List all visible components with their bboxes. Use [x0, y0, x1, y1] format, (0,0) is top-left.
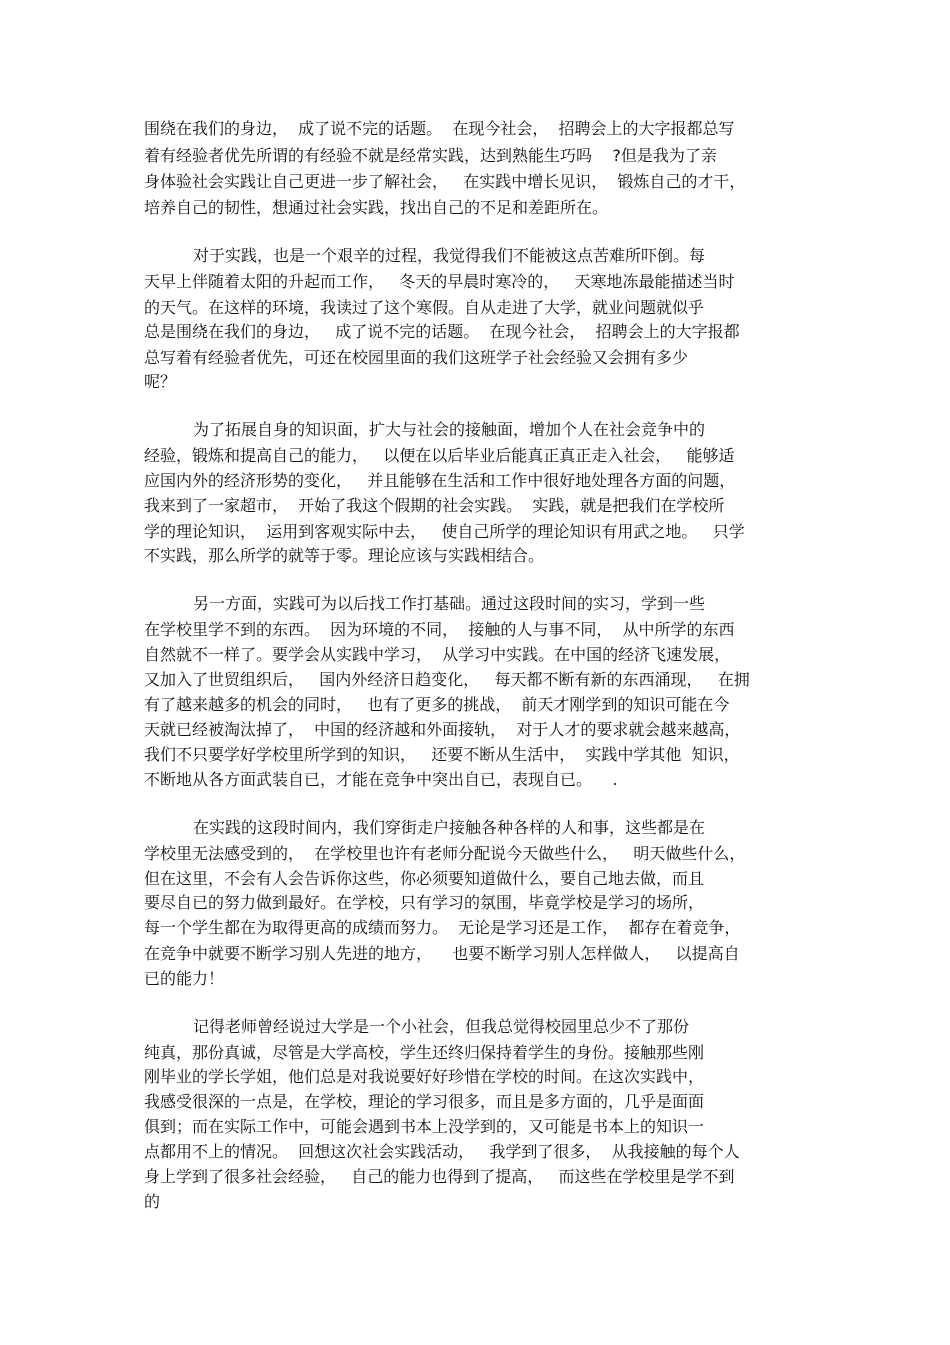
text-line: 总写着有经验者优先，可还在校园里面的我们这班学子社会经验又会拥有多少 [144, 348, 689, 367]
paragraph-first-line: 对于实践，也是一个艰辛的过程，我觉得我们不能被这点苦难所吓倒。每 [193, 246, 706, 265]
text-line: 要尽自已的努力做到最好。在学校，只有学习的氛围，毕竟学校是学习的场所， [144, 893, 705, 912]
text-line: 我感受很深的一点是，在学校，理论的学习很多，而且是多方面的，几乎是面面 [144, 1092, 705, 1111]
text-line: 天就已经被淘汰掉了， 中国的经济越和外面接轨， 对于人才的要求就会越来越高， [144, 720, 741, 739]
paragraph-first-line: 另一方面，实践可为以后找工作打基础。通过这段时间的实习，学到一些 [193, 594, 706, 613]
text-line: 经验，锻炼和提高自己的能力， 以便在以后毕业后能真正真正走入社会， 能够适 [144, 446, 735, 465]
text-line: 培养自己的韧性，想通过社会实践，找出自己的不足和差距所在。 [144, 198, 609, 217]
text-line: 身体验社会实践让自己更进一步了解社会， 在实践中增长见识， 锻炼自己的才干， [144, 172, 746, 191]
text-line: 我们不只要学好学校里所学到的知识， 还要不断从生活中， 实践中学其他 知识， [144, 745, 740, 764]
text-line: 围绕在我们的身边， 成了说不完的话题。 在现今社会， 招聘会上的大字报都总写 [144, 119, 735, 138]
text-line: 每一个学生都在为取得更高的成绩而努力。 无论是学习还是工作， 都存在着竞争， [144, 918, 741, 937]
text-line: 不断地从各方面武装自已，才能在竞争中突出自已，表现自已。 . [144, 770, 618, 789]
paragraph-first-line: 在实践的这段时间内，我们穿街走户接触各种各样的人和事，这些都是在 [193, 818, 706, 837]
text-line: 纯真，那份真诚，尽管是大学高校，学生还终归保持着学生的身份。接触那些刚 [144, 1043, 705, 1062]
text-line: 点都用不上的情况。 回想这次社会实践活动， 我学到了很多， 从我接触的每个人 [144, 1142, 740, 1161]
text-line: 在竞争中就要不断学习别人先进的地方， 也要不断学习别人怎样做人， 以提高自 [144, 944, 740, 963]
text-line: 总是围绕在我们的身边， 成了说不完的话题。 在现今社会， 招聘会上的大字报都 [144, 322, 740, 341]
text-line: 又加入了世贸组织后， 国内外经济日趋变化， 每天都不断有新的东西涌现， 在拥 [144, 670, 750, 689]
text-line: 学的理论知识， 运用到客观实际中去， 使自己所学的理论知识有用武之地。 只学 [144, 522, 745, 541]
text-line: 自然就不一样了。要学会从实践中学习， 从学习中实践。在中国的经济飞速发展， [144, 645, 731, 664]
text-line: 身上学到了很多社会经验， 自己的能力也得到了提高， 而这些在学校里是学不到 [144, 1167, 735, 1186]
text-line: 不实践，那么所学的就等于零。理论应该与实践相结合。 [144, 546, 545, 565]
text-line: 在学校里学不到的东西。 因为环境的不同， 接触的人与事不同， 从中所学的东西 [144, 620, 735, 639]
text-line: 学校里无法感受到的， 在学校里也许有老师分配说今天做些什么， 明天做些什么， [144, 844, 746, 863]
text-line: 应国内外的经济形势的变化， 并且能够在生活和工作中很好地处理各方面的问题， [144, 471, 736, 490]
text-line: 已的能力！ [144, 969, 225, 988]
text-line: 的 [144, 1192, 161, 1211]
text-line: 的天气。在这样的环境，我读过了这个寒假。自从走进了大学，就业问题就似乎 [144, 298, 705, 317]
text-line: 着有经验者优先所谓的有经验不就是经常实践，达到熟能生巧吗 ?但是我为了亲 [144, 146, 717, 165]
text-line: 有了越来越多的机会的同时， 也有了更多的挑战， 前天才刚学到的知识可能在今 [144, 695, 730, 714]
text-line: 我来到了一家超市， 开始了我这个假期的社会实践。 实践，就是把我们在学校所 [144, 496, 725, 515]
text-line: 呢？ [144, 372, 177, 391]
text-line: 俱到；而在实际工作中，可能会遇到书本上没学到的，又可能是书本上的知识一 [144, 1117, 705, 1136]
text-line: 刚毕业的学长学姐，他们总是对我说要好好珍惜在学校的时间。在这次实践中， [144, 1067, 705, 1086]
paragraph-first-line: 记得老师曾经说过大学是一个小社会，但我总觉得校园里总少不了那份 [193, 1017, 690, 1036]
text-line: 但在这里，不会有人会告诉你这些，你必须要知道做什么，要自己地去做，而且 [144, 869, 705, 888]
paragraph-first-line: 为了拓展自身的知识面，扩大与社会的接触面，增加个人在社会竞争中的 [193, 420, 706, 439]
text-line: 天早上伴随着太阳的升起而工作， 冬天的早晨时寒冷的， 天寒地冻最能描述当时 [144, 272, 735, 291]
